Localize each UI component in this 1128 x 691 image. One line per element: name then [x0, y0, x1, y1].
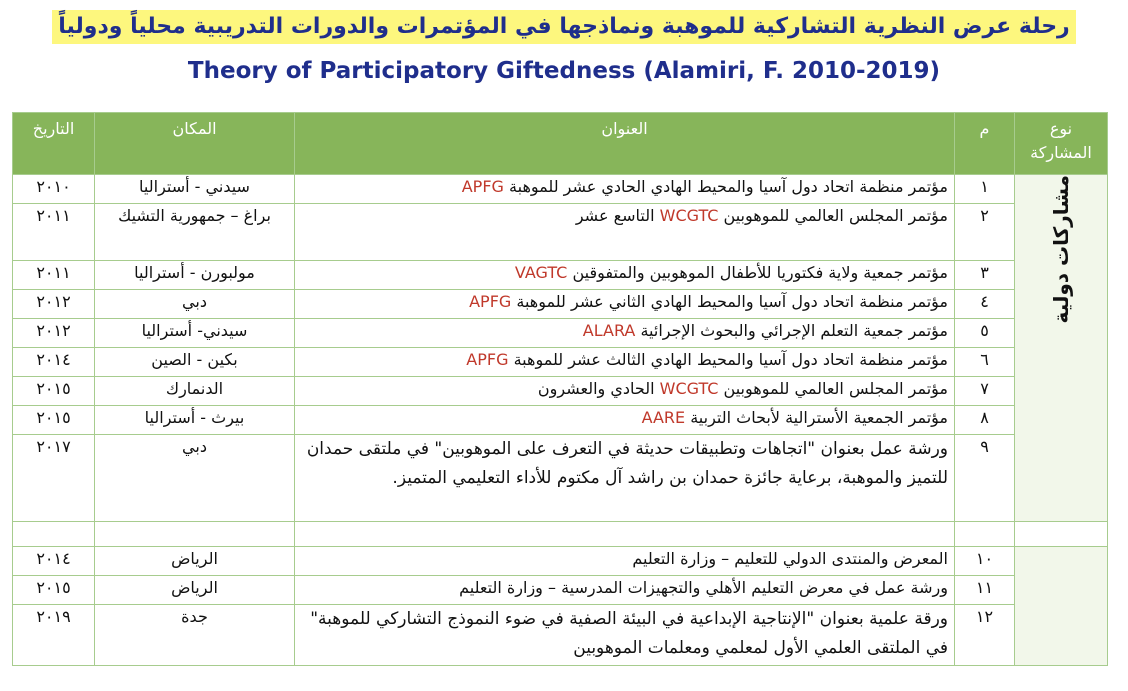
header-type: نوع المشاركة	[1015, 113, 1108, 175]
row-num: ١	[955, 175, 1015, 204]
row-title: ورشة عمل في معرض التعليم الأهلي والتجهيزات المدرسية – وزارة التعليم	[295, 576, 955, 605]
group-label: مشاركات دولية	[1049, 175, 1073, 324]
row-acronym: VAGTC	[514, 263, 568, 282]
row-num: ١١	[955, 576, 1015, 605]
row-place: الدنمارك	[95, 377, 295, 406]
header-date: التاريخ	[13, 113, 95, 175]
table-row	[13, 547, 1108, 576]
row-num: ٤	[955, 290, 1015, 319]
table-row	[13, 435, 1108, 522]
row-place: بيرث - أستراليا	[95, 406, 295, 435]
row-date: ٢٠١٥	[13, 406, 95, 435]
header-place: المكان	[95, 113, 295, 175]
row-title: مؤتمر منظمة اتحاد دول آسيا والمحيط الهادي الحادي عشر للموهبة APFG	[295, 175, 955, 204]
row-title: مؤتمر المجلس العالمي للموهوبين WCGTC الحادي والعشرون	[295, 377, 955, 406]
row-place: سيدني- أستراليا	[95, 319, 295, 348]
row-place: الرياض	[95, 547, 295, 576]
row-acronym: APFG	[469, 292, 512, 311]
row-acronym: AARE	[641, 408, 686, 427]
row-place: دبي	[95, 435, 295, 522]
row-date: ٢٠١١	[13, 204, 95, 261]
row-date: ٢٠١٥	[13, 377, 95, 406]
english-title: Theory of Participatory Giftedness (Alamiri, F. 2010-2019)	[187, 58, 941, 84]
header-num: م	[955, 113, 1015, 175]
row-date: ٢٠١٢	[13, 290, 95, 319]
arabic-title: رحلة عرض النظرية التشاركية للموهبة ونماذجها في المؤتمرات والدورات التدريبية محلياً ودولياً	[0, 10, 1128, 44]
row-date: ٢٠١٧	[13, 435, 95, 522]
group-cell-local	[1015, 547, 1108, 666]
row-place: سيدني - أستراليا	[95, 175, 295, 204]
table-row	[13, 175, 1108, 204]
row-title: مؤتمر منظمة اتحاد دول آسيا والمحيط الهادي الثاني عشر للموهبة APFG	[295, 290, 955, 319]
row-num: ٧	[955, 377, 1015, 406]
row-place: مولبورن - أستراليا	[95, 261, 295, 290]
row-num: ١٢	[955, 605, 1015, 666]
row-title: مؤتمر منظمة اتحاد دول آسيا والمحيط الهادي الثالث عشر للموهبة APFG	[295, 348, 955, 377]
row-title: مؤتمر جمعية ولاية فكتوريا للأطفال الموهوبين والمتفوقين VAGTC	[295, 261, 955, 290]
row-place: جدة	[95, 605, 295, 666]
row-place: الرياض	[95, 576, 295, 605]
row-title: ورقة علمية بعنوان "الإنتاجية الإبداعية في البيئة الصفية في ضوء النموذج التشاركي للموهبة" في الملتقى العلمي الأول لمعلمي ومعلمات الموهوبين	[295, 605, 955, 666]
table-row	[13, 406, 1108, 435]
row-place: براغ – جمهورية التشيك	[95, 204, 295, 261]
table-row	[13, 261, 1108, 290]
row-date: ٢٠١٥	[13, 576, 95, 605]
row-acronym: ALARA	[582, 321, 636, 340]
row-title: المعرض والمنتدى الدولي للتعليم – وزارة التعليم	[295, 547, 955, 576]
header-title: العنوان	[295, 113, 955, 175]
row-date: ٢٠١٩	[13, 605, 95, 666]
spacer-row	[13, 522, 1108, 547]
row-date: ٢٠١٠	[13, 175, 95, 204]
row-date: ٢٠١١	[13, 261, 95, 290]
row-acronym: APFG	[461, 177, 504, 196]
row-title: مؤتمر المجلس العالمي للموهوبين WCGTC التاسع عشر	[295, 204, 955, 261]
row-date: ٢٠١٢	[13, 319, 95, 348]
table-row	[13, 319, 1108, 348]
row-title: مؤتمر الجمعية الأسترالية لأبحاث التربية AARE	[295, 406, 955, 435]
row-num: ٣	[955, 261, 1015, 290]
group-cell	[1015, 175, 1108, 522]
table-header-row	[13, 113, 1108, 175]
row-place: بكين - الصين	[95, 348, 295, 377]
row-num: ٥	[955, 319, 1015, 348]
table-row	[13, 377, 1108, 406]
table-row	[13, 290, 1108, 319]
row-title: ورشة عمل بعنوان "اتجاهات وتطبيقات حديثة في التعرف على الموهوبين" في ملتقى حمدان للتميز والموهبة، برعاية جائزة حمدان بن راشد آل مكتوم للأداء التعليمي المتميز.	[295, 435, 955, 522]
row-num: ٦	[955, 348, 1015, 377]
table-row	[13, 348, 1108, 377]
row-num: ٨	[955, 406, 1015, 435]
row-num: ١٠	[955, 547, 1015, 576]
row-title: مؤتمر جمعية التعلم الإجرائي والبحوث الإجرائية ALARA	[295, 319, 955, 348]
row-date: ٢٠١٤	[13, 547, 95, 576]
table-row	[13, 605, 1108, 666]
row-acronym: APFG	[466, 350, 509, 369]
row-num: ٢	[955, 204, 1015, 261]
table-row	[13, 204, 1108, 261]
table-row	[13, 576, 1108, 605]
row-place: دبي	[95, 290, 295, 319]
row-acronym: WCGTC	[659, 206, 719, 225]
row-num: ٩	[955, 435, 1015, 522]
participations-table	[12, 112, 1108, 666]
row-acronym: WCGTC	[659, 379, 719, 398]
row-date: ٢٠١٤	[13, 348, 95, 377]
